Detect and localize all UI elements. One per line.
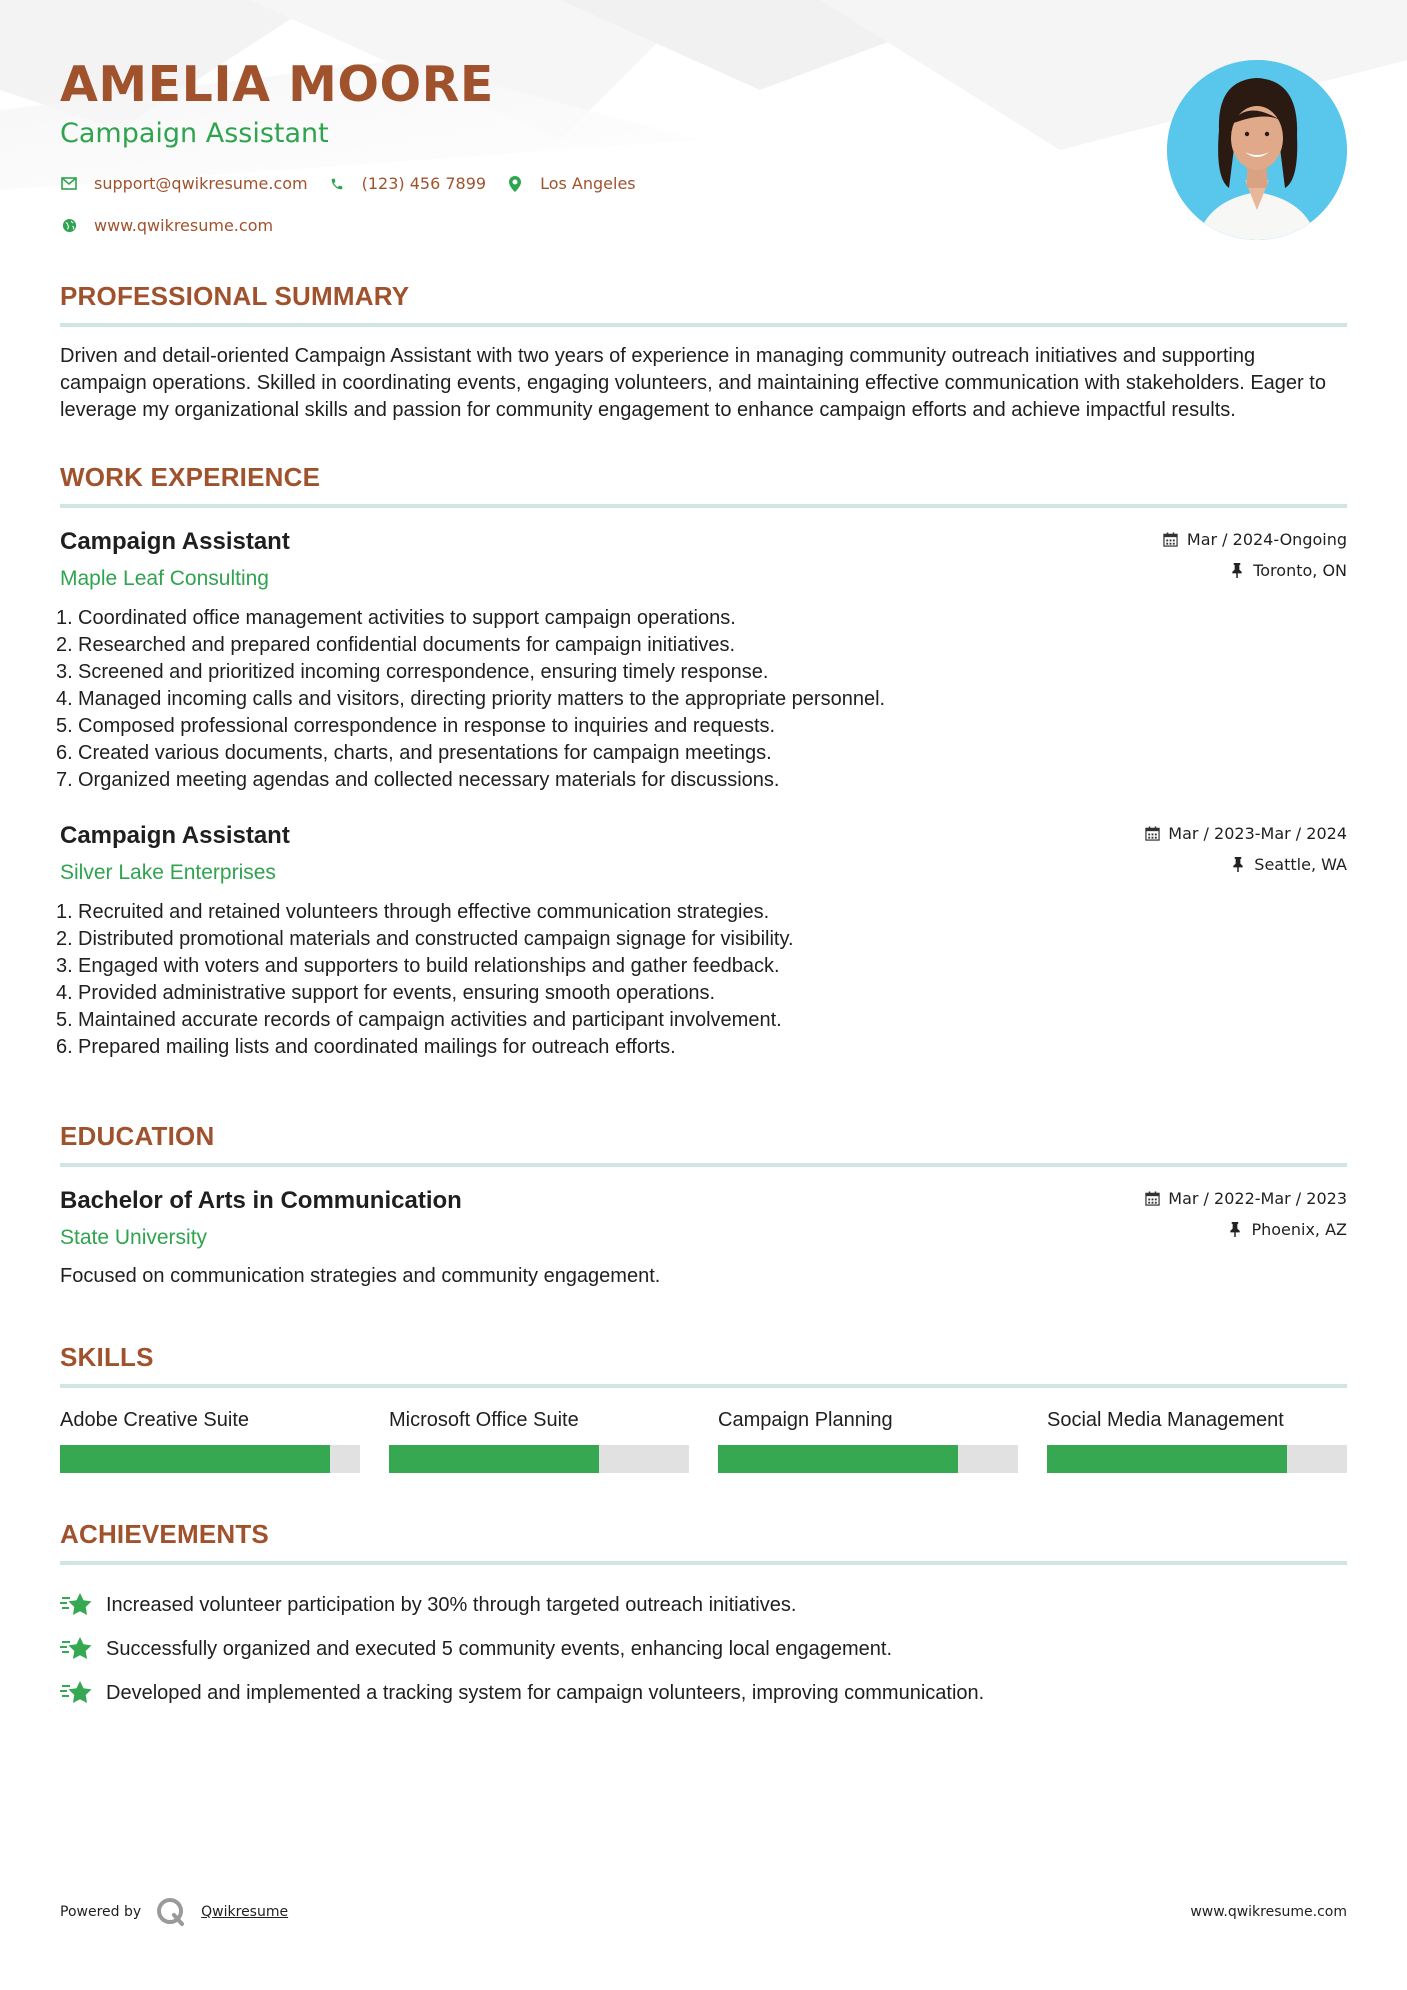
- calendar-icon: [1163, 531, 1179, 547]
- list-item: 3. Screened and prioritized incoming correspondence, ensuring timely response.: [56, 661, 769, 683]
- duties-list: [56, 899, 1347, 1061]
- skill-bar: [389, 1445, 689, 1473]
- list-item: 7. Organized meeting agendas and collected necessary materials for discussions.: [56, 769, 780, 791]
- list-item: 6. Prepared mailing lists and coordinated mailings for outreach efforts.: [56, 1036, 676, 1058]
- skill-bar: [1047, 1445, 1347, 1473]
- skill-name: Social Media Management: [1047, 1409, 1284, 1431]
- dates-text: Mar / 2024-Ongoing: [1186, 529, 1347, 549]
- footer-website[interactable]: www.qwikresume.com: [1190, 1904, 1347, 1920]
- job-entry: [56, 528, 1347, 794]
- section-divider: [60, 323, 1347, 327]
- list-item: 5. Composed professional correspondence in response to inquiries and requests.: [56, 715, 776, 737]
- calendar-icon: [1144, 825, 1160, 841]
- education-entry: [60, 1189, 1347, 1286]
- education-location: [1144, 1220, 1347, 1238]
- school-name: State University: [60, 1226, 208, 1249]
- section-divider: [60, 1163, 1347, 1167]
- summary-section: [60, 283, 1347, 424]
- skill-item: [718, 1410, 1018, 1473]
- contact-email[interactable]: [60, 174, 308, 193]
- brand-link[interactable]: Qwikresume: [201, 1904, 289, 1920]
- degree-title: Bachelor of Arts in Communication: [60, 1187, 462, 1214]
- skill-name: Microsoft Office Suite: [389, 1409, 579, 1431]
- job-meta: [1163, 530, 1347, 579]
- map-pin-icon: [506, 175, 524, 193]
- list-item: 2. Distributed promotional materials and constructed campaign signage for visibility.: [56, 928, 794, 950]
- skill-bar: [718, 1445, 1018, 1473]
- envelope-icon: [60, 175, 78, 193]
- location-text: Phoenix, AZ: [1251, 1219, 1347, 1239]
- list-item: 5. Maintained accurate records of campaign activities and participant involvement.: [56, 1009, 782, 1031]
- section-title: WORK EXPERIENCE: [60, 462, 321, 492]
- skill-item: [60, 1410, 360, 1473]
- list-item: Successfully organized and executed 5 community events, enhancing local engagement.: [60, 1627, 1347, 1671]
- star-icon: [60, 1635, 94, 1663]
- skills-section: [60, 1344, 1347, 1473]
- footer-branding: [60, 1896, 288, 1928]
- location-text: Los Angeles: [540, 174, 636, 193]
- list-item: Developed and implemented a tracking system for campaign volunteers, improving communication.: [60, 1671, 1347, 1715]
- skill-item: [389, 1410, 689, 1473]
- candidate-role: Campaign Assistant: [60, 118, 329, 149]
- page-footer: [60, 1896, 1347, 1928]
- resume-header: [60, 0, 1347, 250]
- contact-row-website: [60, 216, 293, 235]
- skill-bar-fill: [389, 1445, 599, 1473]
- dates-text: Mar / 2022-Mar / 2023: [1168, 1188, 1347, 1208]
- section-divider: [60, 504, 1347, 508]
- section-title: PROFESSIONAL SUMMARY: [60, 281, 410, 311]
- section-divider: [60, 1561, 1347, 1565]
- section-title: ACHIEVEMENTS: [60, 1519, 269, 1549]
- job-company: Maple Leaf Consulting: [60, 567, 269, 590]
- star-icon: [60, 1591, 94, 1619]
- contact-row: [60, 174, 656, 193]
- skill-bar-fill: [718, 1445, 958, 1473]
- list-item: Increased volunteer participation by 30% through targeted outreach initiatives.: [60, 1583, 1347, 1627]
- education-section: [60, 1123, 1347, 1286]
- skill-name: Campaign Planning: [718, 1409, 893, 1431]
- star-icon: [60, 1679, 94, 1707]
- experience-section: [56, 462, 1347, 1061]
- list-item: 6. Created various documents, charts, and presentations for campaign meetings.: [56, 742, 772, 764]
- education-meta: [1144, 1189, 1347, 1238]
- qwikresume-logo-icon: [155, 1896, 187, 1928]
- email-text: support@qwikresume.com: [94, 174, 308, 193]
- job-entry: [56, 822, 1347, 1061]
- contact-website[interactable]: [60, 216, 273, 235]
- skill-item: [1047, 1410, 1347, 1473]
- location-text: Toronto, ON: [1253, 560, 1347, 580]
- skill-bar: [60, 1445, 360, 1473]
- skill-bar-fill: [60, 1445, 330, 1473]
- job-location: [1144, 855, 1347, 873]
- contact-phone[interactable]: [328, 174, 486, 193]
- job-meta: [1144, 824, 1347, 873]
- website-text: www.qwikresume.com: [94, 216, 274, 235]
- list-item: 2. Researched and prepared confidential documents for campaign initiatives.: [56, 634, 736, 656]
- contact-location: [506, 174, 636, 193]
- list-item: 4. Provided administrative support for events, ensuring smooth operations.: [56, 982, 716, 1004]
- duties-list: [56, 605, 1347, 794]
- globe-icon: [60, 217, 78, 235]
- pushpin-icon: [1229, 562, 1245, 578]
- list-item: 1. Coordinated office management activities to support campaign operations.: [56, 607, 736, 629]
- section-divider: [60, 1384, 1347, 1388]
- phone-text: (123) 456 7899: [361, 174, 487, 193]
- skill-bar-fill: [1047, 1445, 1287, 1473]
- summary-text: Driven and detail-oriented Campaign Assistant with two years of experience in managing community outreach initiatives and supporting campaign operations. Skilled in coordinating events, engaging volunteers, and maintaining effective communication with stakeholders. Eager to leverage my organizational skills and passion for community engagement to enhance campaign efforts and achieve impactful results.: [60, 345, 1326, 421]
- location-text: Seattle, WA: [1254, 854, 1347, 874]
- section-title: SKILLS: [60, 1342, 154, 1372]
- list-item: 1. Recruited and retained volunteers through effective communication strategies.: [56, 901, 770, 923]
- job-location: [1163, 561, 1347, 579]
- dates-text: Mar / 2023-Mar / 2024: [1168, 823, 1347, 843]
- education-description: Focused on communication strategies and community engagement.: [60, 1265, 661, 1287]
- job-title: Campaign Assistant: [60, 528, 290, 555]
- avatar: [1167, 60, 1347, 240]
- calendar-icon: [1144, 1190, 1160, 1206]
- education-dates: [1144, 1189, 1347, 1207]
- skills-grid: [60, 1410, 1347, 1473]
- pushpin-icon: [1227, 1221, 1243, 1237]
- skill-name: Adobe Creative Suite: [60, 1409, 250, 1431]
- section-title: EDUCATION: [60, 1121, 215, 1151]
- job-dates: [1163, 530, 1347, 548]
- job-title: Campaign Assistant: [60, 822, 290, 849]
- job-dates: [1144, 824, 1347, 842]
- job-company: Silver Lake Enterprises: [60, 861, 276, 884]
- phone-icon: [328, 175, 346, 193]
- achievements-section: [60, 1521, 1347, 1715]
- pushpin-icon: [1230, 856, 1246, 872]
- achievements-list: [60, 1583, 1347, 1715]
- list-item: 4. Managed incoming calls and visitors, directing priority matters to the appropriate personnel.: [56, 688, 886, 710]
- list-item: 3. Engaged with voters and supporters to build relationships and gather feedback.: [56, 955, 780, 977]
- candidate-name: AMELIA MOORE: [60, 56, 494, 113]
- powered-by-text: Powered by: [60, 1904, 142, 1920]
